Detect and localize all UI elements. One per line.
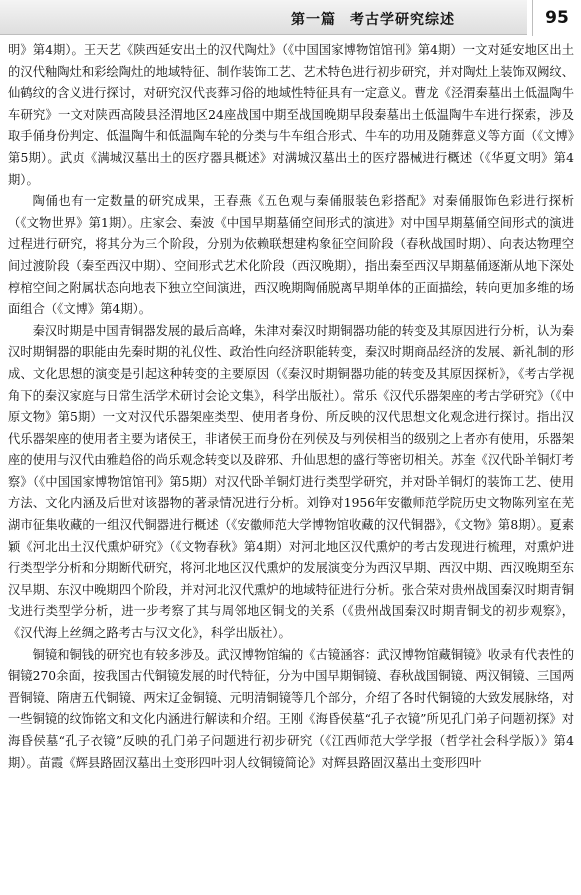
paragraph: 秦汉时期是中国青铜器发展的最后高峰，朱津对秦汉时期铜器功能的转变及其原因进行分析，认为秦汉时期铜器的职能由先秦时期的礼仪性、政治性向经济职能转变，秦汉时期商品经济的发展、新礼制的形成、文化思想的演变是引起这种转变的主要原因（《秦汉时期铜器功能的转变及其原因探析》，《考古学视角下的秦汉家庭与日常生活学术研讨会论文集》，科学出版社）。常乐《汉代乐器架座的考古学研究》（《中原文物》第5期）一文对汉代乐器架座类型、使用者身份、所反映的汉代思想文化观念进行探讨。指出汉代乐器架座的使用者主要为诸侯王，非诸侯王而身份在列侯及与列侯相当的级别之上者亦有使用，乐器架座的使用与汉代由雅趋俗的尚乐观念转变以及辟邪、升仙思想的盛行等密切相关。苏奎《汉代卧羊铜灯考察》（《中国国家博物馆馆刊》第5期）对汉代卧羊铜灯进行类型学研究，并对卧羊铜灯的装饰工艺、使用方法、文化内涵及后世对该器物的著录情况进行分析。刘铮对1956年安徽师范学院历史文物陈列室在芜湖市征集收藏的一组汉代铜器进行概述（《安徽师范大学博物馆收藏的汉代铜器》，《文物》第8期）。夏素颖《河北出土汉代熏炉研究》（《文物春秋》第4期）对河北地区汉代熏炉的考古发现进行梳理，对熏炉进行类型学分析和分期断代研究，将河北地区汉代熏炉的发展演变分为西汉早期、西汉中期、西汉晚期至东汉早期、东汉中晚期四个阶段，并对河北汉代熏炉的地域特征进行分析。张合荣对贵州战国秦汉时期青铜戈进行类型学分析，进一步考察了其与周邻地区铜戈的关系（《贵州战国秦汉时期青铜戈的初步观察》，《汉代海上丝绸之路考古与汉文化》，科学出版社）。 [8,323,574,641]
page-number: 95 [532,0,581,36]
header-section-title: 考古学研究综述 [350,12,455,28]
body-text [8,40,574,890]
running-header [0,0,581,38]
paragraph: 明》第4期）。王天艺《陕西延安出土的汉代陶灶》（《中国国家博物馆馆刊》第4期）一文对延安地区出土的汉代釉陶灶和彩绘陶灶的地域特征、制作装饰工艺、艺术特色进行初步研究，并对陶灶上装饰双阙纹、仙鹤纹的含义进行探讨，对研究汉代丧葬习俗的地域性特征具有一定意义。曹龙《泾渭秦墓出土低温陶牛车研究》一文对陕西高陵县泾渭地区24座战国中期至战国晚期早段秦墓出土低温陶牛车进行探索，涉及取手俑身份判定、低温陶牛和低温陶车轮的分类与牛车组合形式、牛车的功用及随葬意义等方面（《文博》第5期）。武贞《满城汉墓出土的医疗器具概述》对满城汉墓出土的医疗器械进行概述（《华夏文明》第4期）。 [8,43,574,187]
header-part: 第一篇 [291,12,336,28]
paragraph: 铜镜和铜钱的研究也有较多涉及。武汉博物馆编的《古镜涵容：武汉博物馆藏铜镜》收录有代表性的铜镜270余面，按我国古代铜镜发展的时代特征，分为中国早期铜镜、春秋战国铜镜、两汉铜镜、三国两晋铜镜、隋唐五代铜镜、两宋辽金铜镜、元明清铜镜等几个部分，介绍了各时代铜镜的大致发展脉络，对一些铜镜的纹饰铭文和文化内涵进行解读和介绍。王刚《海昏侯墓“孔子衣镜”所见孔门弟子问题初探》对海昏侯墓“孔子衣镜”反映的孔门弟子问题进行初步研究（《江西师范大学学报（哲学社会科学版）》第4期）。苗霞《辉县路固汉墓出土变形四叶羽人纹铜镜简论》对辉县路固汉墓出土变形四叶 [8,647,574,770]
header-bar [0,0,527,35]
paragraph: 陶俑也有一定数量的研究成果，王春燕《五色观与秦俑服装色彩搭配》对秦俑服饰色彩进行探析（《文物世界》第1期）。庄家会、秦波《中国早期墓俑空间形式的演进》对中国早期墓俑空间形式的演进过程进行研究，将其分为三个阶段，分别为依赖联想建构象征空间阶段（春秋战国时期）、向表达物理空间过渡阶段（秦至西汉中期）、空间形式艺术化阶段（西汉晚期），指出秦至西汉早期墓俑逐渐从地下深处椁棺空间之附属状态向地表下独立空间演进，西汉晚期陶俑脱离早期单体的正面描绘，转向更加多维的场面组合（《文博》第4期）。 [8,194,574,317]
header-title [291,9,455,29]
